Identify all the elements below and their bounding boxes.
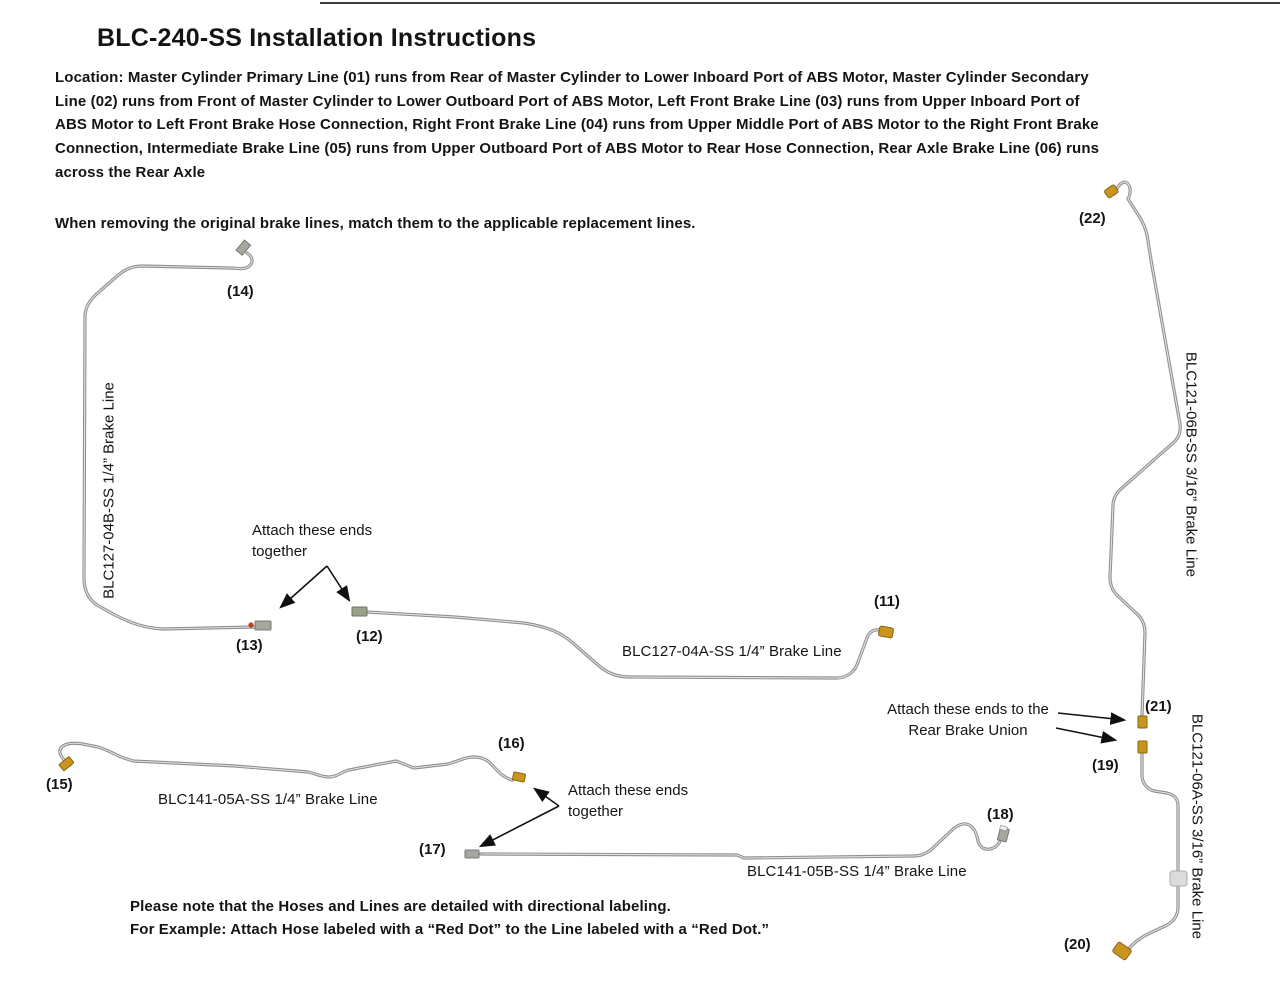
callout-17: (17) [419,841,446,858]
fitting-19 [1138,741,1147,753]
brake-line-blc121-06b [1104,182,1180,728]
location-line: across the Rear Axle [55,163,206,181]
attach-bottom-annotation [568,780,688,822]
callout-18: (18) [987,806,1014,823]
part-label-blc141-05b: BLC141-05B-SS 1/4” Brake Line [747,863,967,880]
fitting-20 [1112,941,1132,960]
location-line: ABS Motor to Left Front Brake Hose Connection, Right Front Brake Line (04) runs from Upper Middle Port of ABS Motor to the Right Front Brake [55,116,1099,134]
attach-rear-line1: Attach these ends to the [887,701,1049,718]
callout-22: (22) [1079,210,1106,227]
fitting-12 [352,607,367,616]
arrow-to-19 [1056,728,1115,740]
part-label-blc121-06a: BLC121-06A-SS 3/16” Brake Line [1188,713,1206,940]
attach-rear-annotation [876,699,1060,741]
footer-notes [130,895,769,941]
attach-mid-line2: together [252,543,308,560]
fitting-17 [465,850,479,858]
callout-20: (20) [1064,936,1091,953]
brake-line-blc121-06a [1112,741,1187,961]
page-title: BLC-240-SS Installation Instructions [97,24,537,52]
arrow-to-17 [481,806,559,846]
location-line: Location: Master Cylinder Primary Line (01) runs from Rear of Master Cylinder to Lower Inboard Port of ABS Motor, Master Cylinder Secondary [55,69,1089,86]
callout-12: (12) [356,628,383,645]
callout-21: (21) [1145,698,1172,715]
fitting-16 [512,772,525,782]
part-label-blc127-04a: BLC127-04A-SS 1/4” Brake Line [622,643,842,660]
location-line: Line (02) runs from Front of Master Cylinder to Lower Outboard Port of ABS Motor, Left Front Brake Line (03) runs from Upper Inboard Port of [55,92,1080,110]
part-label-blc121-06b: BLC121-06B-SS 3/16” Brake Line [1182,351,1200,578]
arrow-to-21 [1058,713,1124,720]
attach-bottom-line1: Attach these ends [568,782,689,799]
footer-note-1: Please note that the Hoses and Lines are detailed with directional labeling. [130,898,671,915]
fitting-13 [255,621,271,630]
part-label-blc141-05a: BLC141-05A-SS 1/4” Brake Line [158,791,378,808]
red-dot-marker [248,622,253,627]
callout-16: (16) [498,735,525,752]
brake-line-blc141-05b [465,824,1009,858]
arrow-to-12 [327,566,349,600]
arrow-to-16 [535,789,559,806]
attach-rear-line2: Rear Brake Union [908,722,1028,739]
removal-note: When removing the original brake lines, match them to the applicable replacement lines. [55,215,696,232]
callout-19: (19) [1092,757,1119,774]
fitting-11 [878,626,894,638]
location-line: Connection, Intermediate Brake Line (05) runs from Upper Outboard Port of ABS Motor to Rear Hose Connection, Rear Axle Brake Line (06) runs [55,140,1100,158]
line-clip [1170,871,1187,886]
callout-14: (14) [227,283,254,300]
arrow-to-13 [281,566,327,607]
fitting-21 [1138,716,1147,728]
callout-15: (15) [46,776,73,793]
attach-mid-line1: Attach these ends [252,522,373,539]
attach-bottom-line2: together [568,803,624,820]
callout-13: (13) [236,637,263,654]
footer-note-2: For Example: Attach Hose labeled with a “Red Dot” to the Line labeled with a “Red Dot.” [130,921,770,938]
part-label-blc127-04b: BLC127-04B-SS 1/4” Brake Line [100,382,118,599]
brake-line-blc141-05a [59,743,526,782]
callout-11: (11) [874,593,900,610]
attach-mid-annotation [252,520,372,562]
